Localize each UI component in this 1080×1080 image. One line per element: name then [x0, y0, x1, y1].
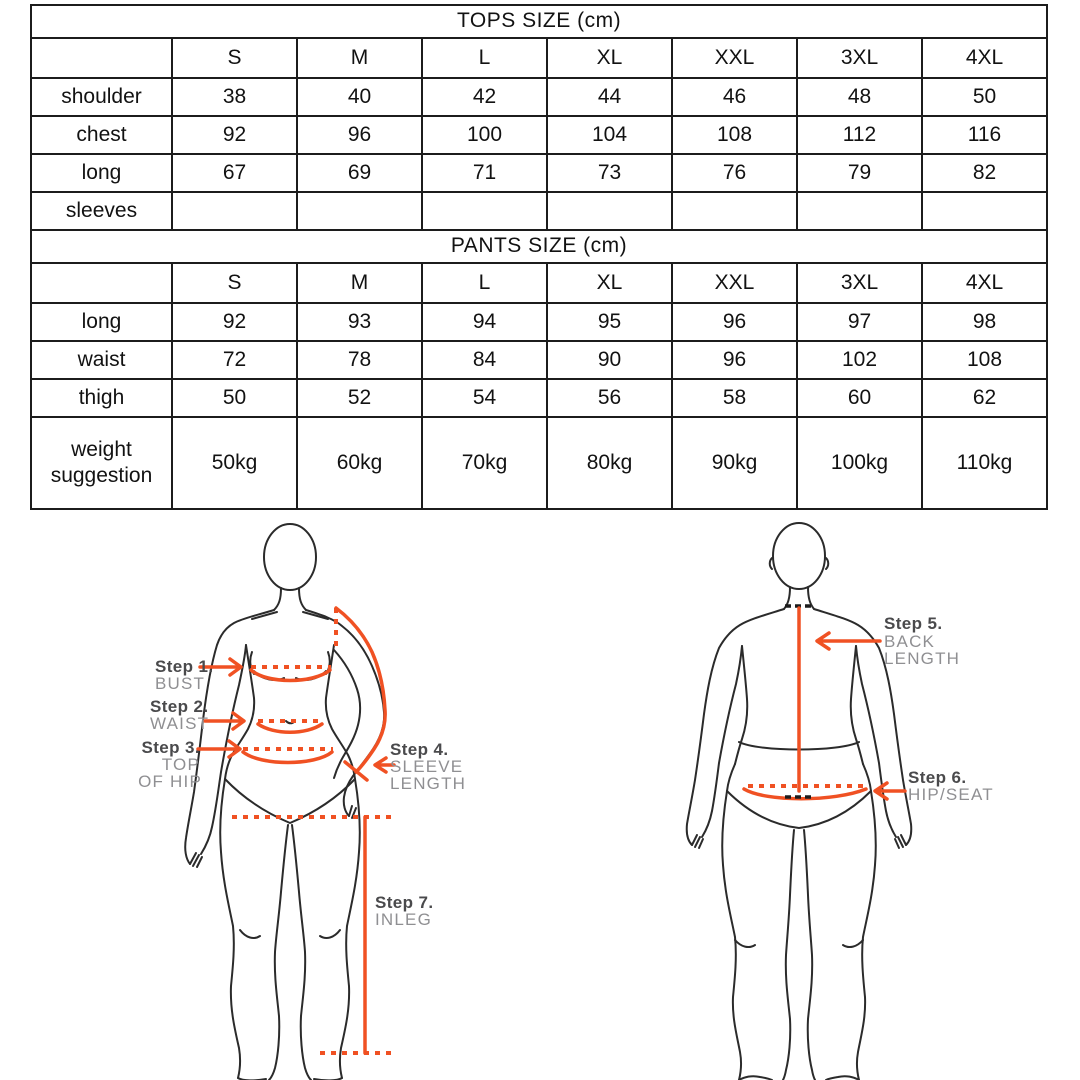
- step-6-title: Step 6.: [908, 768, 967, 787]
- back-left-arm-outline: [687, 609, 784, 845]
- front-head-outline: [264, 524, 316, 590]
- table-row: [31, 379, 1047, 417]
- table-cell: 60kg: [297, 417, 422, 509]
- table-cell: 90kg: [672, 417, 797, 509]
- size-header-cell: XXL: [672, 263, 797, 303]
- pants-title-row: [31, 230, 1047, 263]
- table-cell: 54: [422, 379, 547, 417]
- back-left-leg-inner: [783, 830, 794, 1080]
- back-head-outline: [773, 523, 825, 589]
- step-2-label: WAIST: [150, 714, 210, 733]
- front-right-leg-inner: [292, 825, 311, 1080]
- front-right-arm-outline: [306, 610, 384, 816]
- step-3-label-line1: TOP: [161, 755, 200, 774]
- table-cell: 110kg: [922, 417, 1047, 509]
- back-feet: [739, 1076, 859, 1080]
- table-row: [31, 341, 1047, 379]
- front-neck-outline: [274, 588, 306, 610]
- back-right-leg-inner: [804, 830, 815, 1080]
- size-header-cell: M: [297, 38, 422, 78]
- size-header-cell: S: [172, 38, 297, 78]
- step-4-title: Step 4.: [390, 740, 449, 759]
- step-1-title: Step 1.: [155, 657, 214, 676]
- table-cell: [797, 192, 922, 230]
- back-hip-left: [727, 764, 735, 791]
- table-row: [31, 78, 1047, 116]
- back-torso-left: [735, 646, 747, 764]
- size-header-cell: 3XL: [797, 263, 922, 303]
- measurement-diagram: [0, 510, 1080, 1080]
- front-left-hand-fingers: [190, 853, 202, 867]
- table-cell: 69: [297, 154, 422, 192]
- table-cell: 48: [797, 78, 922, 116]
- step-3-label-line2: OF HIP: [138, 772, 202, 791]
- table-cell: 44: [547, 78, 672, 116]
- step-7-label: INLEG: [375, 910, 433, 929]
- table-cell: 98: [922, 303, 1047, 341]
- row-label-cell: waist: [31, 341, 172, 379]
- table-cell: 100: [422, 116, 547, 154]
- front-figure: [138, 524, 466, 1080]
- front-knee-lines: [240, 930, 340, 938]
- step-6-arrow: [875, 783, 905, 799]
- step-5-label-line2: LENGTH: [884, 649, 961, 668]
- row-label-cell: sleeves: [31, 192, 172, 230]
- front-left-arm-outline: [185, 610, 274, 864]
- table-cell: 52: [297, 379, 422, 417]
- table-cell: 97: [797, 303, 922, 341]
- table-cell: 90: [547, 341, 672, 379]
- table-cell: [922, 192, 1047, 230]
- table-row: [31, 192, 1047, 230]
- step-3-title: Step 3.: [141, 738, 200, 757]
- size-header-cell: S: [172, 263, 297, 303]
- corner-cell: [31, 38, 172, 78]
- table-cell: [547, 192, 672, 230]
- table-cell: 38: [172, 78, 297, 116]
- table-cell: [172, 192, 297, 230]
- tops-size-header-row: [31, 38, 1047, 78]
- table-cell: 96: [672, 303, 797, 341]
- back-left-inner-arm: [702, 646, 742, 837]
- table-cell: 67: [172, 154, 297, 192]
- row-label-cell: long: [31, 154, 172, 192]
- table-cell: 50: [922, 78, 1047, 116]
- table-cell: 92: [172, 116, 297, 154]
- step-4-label-line1: SLEEVE: [390, 757, 464, 776]
- step-5-title: Step 5.: [884, 614, 943, 633]
- back-knee-lines: [735, 940, 863, 947]
- table-cell: 72: [172, 341, 297, 379]
- table-cell: [672, 192, 797, 230]
- size-header-cell: 4XL: [922, 38, 1047, 78]
- row-label-cell: long: [31, 303, 172, 341]
- row-label-cell: thigh: [31, 379, 172, 417]
- size-header-cell: 4XL: [922, 263, 1047, 303]
- size-header-cell: L: [422, 38, 547, 78]
- table-cell: 50kg: [172, 417, 297, 509]
- front-left-leg-outer: [220, 779, 240, 1078]
- table-cell: 62: [922, 379, 1047, 417]
- back-ears: [770, 558, 829, 569]
- table-cell: 116: [922, 116, 1047, 154]
- table-row: [31, 417, 1047, 509]
- step-1-label: BUST: [155, 674, 206, 693]
- table-cell: 70kg: [422, 417, 547, 509]
- table-cell: 93: [297, 303, 422, 341]
- table-cell: 82: [922, 154, 1047, 192]
- step-7-title: Step 7.: [375, 893, 434, 912]
- step-2-arrow: [205, 713, 244, 729]
- table-cell: 79: [797, 154, 922, 192]
- table-row: [31, 303, 1047, 341]
- size-chart-table: [30, 4, 1048, 510]
- step-4-label-line2: LENGTH: [390, 774, 467, 793]
- size-header-cell: XXL: [672, 38, 797, 78]
- pants-table-title: PANTS SIZE (cm): [31, 230, 1047, 263]
- pants-size-header-row: [31, 263, 1047, 303]
- step-3-arrow: [198, 741, 240, 757]
- table-cell: 46: [672, 78, 797, 116]
- row-label-cell: chest: [31, 116, 172, 154]
- table-cell: 92: [172, 303, 297, 341]
- table-cell: 95: [547, 303, 672, 341]
- size-header-cell: L: [422, 263, 547, 303]
- front-left-leg-inner: [269, 825, 288, 1080]
- table-cell: 102: [797, 341, 922, 379]
- front-right-leg-outer: [340, 779, 360, 1078]
- hip-curve-line: [243, 752, 332, 763]
- size-header-cell: XL: [547, 38, 672, 78]
- table-cell: 100kg: [797, 417, 922, 509]
- table-cell: [297, 192, 422, 230]
- table-cell: 42: [422, 78, 547, 116]
- row-label-cell: shoulder: [31, 78, 172, 116]
- row-label-cell: weight suggestion: [31, 417, 172, 509]
- back-hip-right: [863, 764, 871, 791]
- table-cell: 40: [297, 78, 422, 116]
- back-right-leg-outer: [857, 791, 876, 1080]
- size-header-cell: XL: [547, 263, 672, 303]
- table-row: [31, 116, 1047, 154]
- table-cell: 76: [672, 154, 797, 192]
- back-left-leg-outer: [722, 791, 741, 1080]
- table-cell: 84: [422, 341, 547, 379]
- table-cell: 108: [672, 116, 797, 154]
- table-cell: 56: [547, 379, 672, 417]
- table-cell: 60: [797, 379, 922, 417]
- table-cell: 50: [172, 379, 297, 417]
- front-right-inner-arm: [334, 650, 360, 778]
- step-5-label-line1: BACK: [884, 632, 936, 651]
- back-figure: [687, 523, 994, 1080]
- table-cell: 108: [922, 341, 1047, 379]
- table-cell: 78: [297, 341, 422, 379]
- step-6-label: HIP/SEAT: [908, 785, 994, 804]
- bust-curve-line: [251, 670, 330, 681]
- tops-table-title: TOPS SIZE (cm): [31, 5, 1047, 38]
- tops-title-row: [31, 5, 1047, 38]
- table-cell: [422, 192, 547, 230]
- table-cell: 112: [797, 116, 922, 154]
- size-header-cell: 3XL: [797, 38, 922, 78]
- corner-cell: [31, 263, 172, 303]
- table-cell: 73: [547, 154, 672, 192]
- back-right-inner-arm: [856, 646, 896, 837]
- table-cell: 58: [672, 379, 797, 417]
- table-cell: 71: [422, 154, 547, 192]
- size-header-cell: M: [297, 263, 422, 303]
- back-torso-right: [851, 646, 863, 764]
- step-2-title: Step 2.: [150, 697, 209, 716]
- size-tables-section: [30, 4, 1048, 510]
- table-cell: 80kg: [547, 417, 672, 509]
- table-cell: 104: [547, 116, 672, 154]
- table-cell: 96: [672, 341, 797, 379]
- table-cell: 96: [297, 116, 422, 154]
- waist-curve-line: [258, 724, 322, 732]
- table-cell: 94: [422, 303, 547, 341]
- table-row: [31, 154, 1047, 192]
